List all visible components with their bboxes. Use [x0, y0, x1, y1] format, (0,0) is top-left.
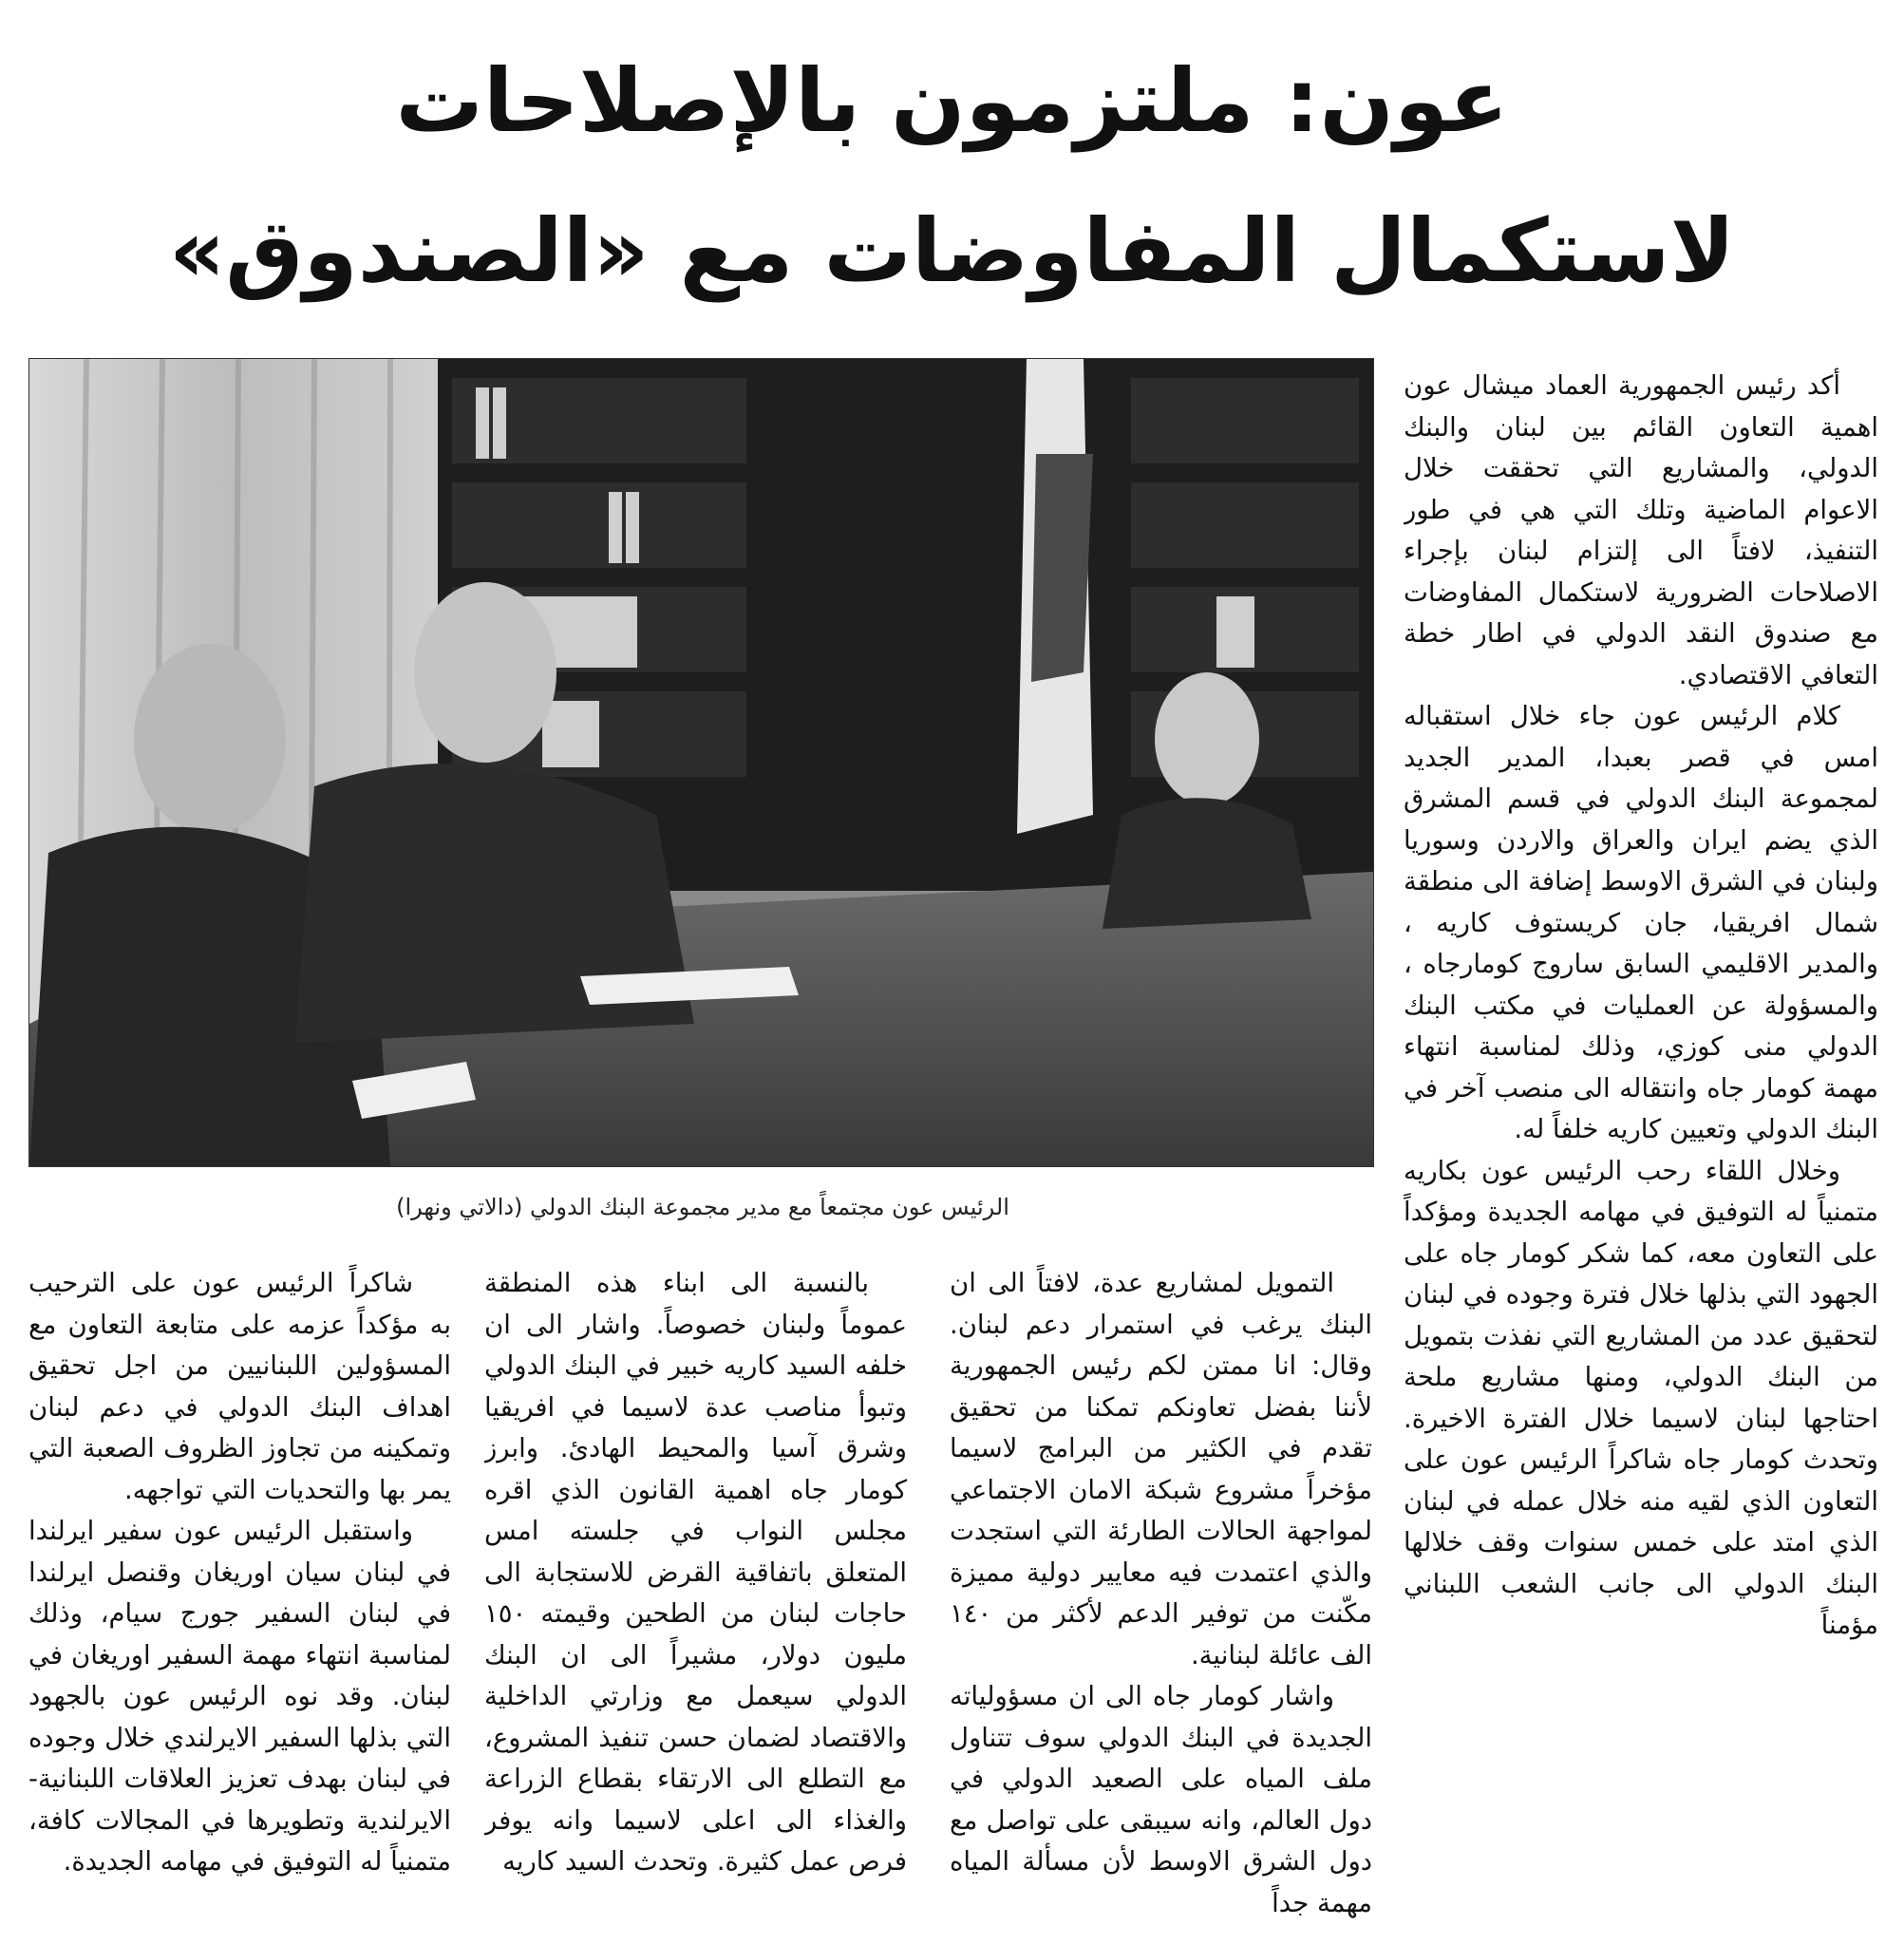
headline-line-1: عون: ملتزمون بالإصلاحات	[395, 50, 1509, 152]
article-column-2	[950, 1263, 1372, 1928]
paragraph: أكد رئيس الجمهورية العماد ميشال عون اهمية التعاون القائم بين لبنان والبنك الدولي، والمشاريع التي تحققت خلال الاعوام الماضية وتلك التي هي في طور التنفيذ، لافتاً الى إلتزام لبنان بإجراء الاصلاحات الضرورية لاستكمال المفاوضات مع صندوق النقد الدولي في اطار خطة التعافي الاقتصادي.	[1404, 370, 1878, 690]
paragraph: واشار كومار جاه الى ان مسؤولياته الجديدة في البنك الدولي سوف تتناول ملف المياه على الصعيد الدولي في دول العالم، وانه سيبقى على تواصل مع دول الشرق الاوسط لأن مسألة المياه مهمة جداً	[950, 1681, 1372, 1918]
paragraph: التمويل لمشاريع عدة، لافتاً الى ان البنك يرغب في استمرار دعم لبنان. وقال: انا ممتن لكم رئيس الجمهورية لأننا بفضل تعاونكم تمكنا من تحقيق تقدم في الكثير من البرامج لاسيما مؤخراً مشروع شبكة الامان الاجتماعي لمواجهة الحالات الطارئة التي استجدت والذي اعتمدت فيه معايير دولية مميزة مكّنت من توفير الدعم لأكثر من ١٤٠ الف عائلة لبنانية.	[950, 1268, 1372, 1670]
paragraph: وخلال اللقاء رحب الرئيس عون بكاريه متمنياً له التوفيق في مهامه الجديدة ومؤكداً على التعاون معه، كما شكر كومار جاه على الجهود التي بذلها خلال فترة وجوده في لبنان لتحقيق عدد من المشاريع التي نفذت بتمويل من البنك الدولي، ومنها مشاريع ملحة احتاجها لبنان لاسيما خلال الفترة الاخيرة. وتحدث كومار جاه شاكراً الرئيس عون على التعاون الذي لقيه منه خلال عمله في لبنان الذي امتد على خمس سنوات وقف خلالها البنك الدولي الى جانب الشعب اللبناني مؤمناً	[1404, 1155, 1878, 1640]
paragraph: بالنسبة الى ابناء هذه المنطقة عموماً ولبنان خصوصاً. واشار الى ان خلفه السيد كاريه خبير في البنك الدولي وتبوأ مناصب عدة لاسيما في افريقيا وشرق آسيا والمحيط الهادئ. وابرز كومار جاه اهمية القانون الذي اقره مجلس النواب في جلسته امس المتعلق باتفاقية القرض للاستجابة الى حاجات لبنان من الطحين وقيمته ١٥٠ مليون دولار، مشيراً الى ان البنك الدولي سيعمل مع وزارتي الداخلية والاقتصاد لضمان حسن تنفيذ المشروع، مع التطلع الى الارتقاء بقطاع الزراعة والغذاء الى اعلى لاسيما وانه يوفر فرص عمل كثيرة. وتحدث السيد كاريه	[484, 1268, 907, 1877]
paragraph: شاكراً الرئيس عون على الترحيب به مؤكداً عزمه على متابعة التعاون مع المسؤولين اللبنانيين من اجل تحقيق اهداف البنك الدولي في دعم لبنان وتمكينه من تجاوز الظروف الصعبة التي يمر بها والتحديات التي تواجهه.	[28, 1268, 451, 1505]
news-photo	[28, 358, 1374, 1167]
meeting-photo-illustration	[29, 359, 1373, 1166]
paragraph: كلام الرئيس عون جاء خلال استقباله امس في قصر بعبدا، المدير الجديد لمجموعة البنك الدولي في قسم المشرق الذي يضم ايران والعراق والاردن وسوريا ولبنان في الشرق الاوسط إضافة الى منطقة شمال افريقيا، جان كريستوف كاريه ، والمدير الاقليمي السابق ساروج كومارجاه ، والمسؤولة عن العمليات في مكتب البنك الدولي منى كوزي، وذلك لمناسبة انتهاء مهمة كومار جاه وانتقاله الى منصب آخر في البنك الدولي وتعيين كاريه خلفاً له.	[1404, 701, 1878, 1144]
article-column-4	[28, 1263, 451, 1928]
paragraph: واستقبل الرئيس عون سفير ايرلندا في لبنان سيان اوريغان وقنصل ايرلندا في لبنان السفير جورج سيام، وذلك لمناسبة انتهاء مهمة السفير اوريغان في لبنان. وقد نوه الرئيس عون بالجهود التي بذلها السفير الايرلندي خلال وجوده في لبنان بهدف تعزيز العلاقات اللبنانية-الايرلندية وتطويرها في المجالات كافة، متمنياً له التوفيق في مهامه الجديدة.	[28, 1516, 451, 1877]
article-column-3	[484, 1263, 907, 1928]
photo-caption: الرئيس عون مجتمعاً مع مدير مجموعة البنك الدولي (دالاتي ونهرا)	[396, 1194, 1009, 1220]
headline-line-2: لاستكمال المفاوضات مع «الصندوق»	[168, 200, 1736, 302]
article-column-right	[1404, 366, 1878, 1933]
